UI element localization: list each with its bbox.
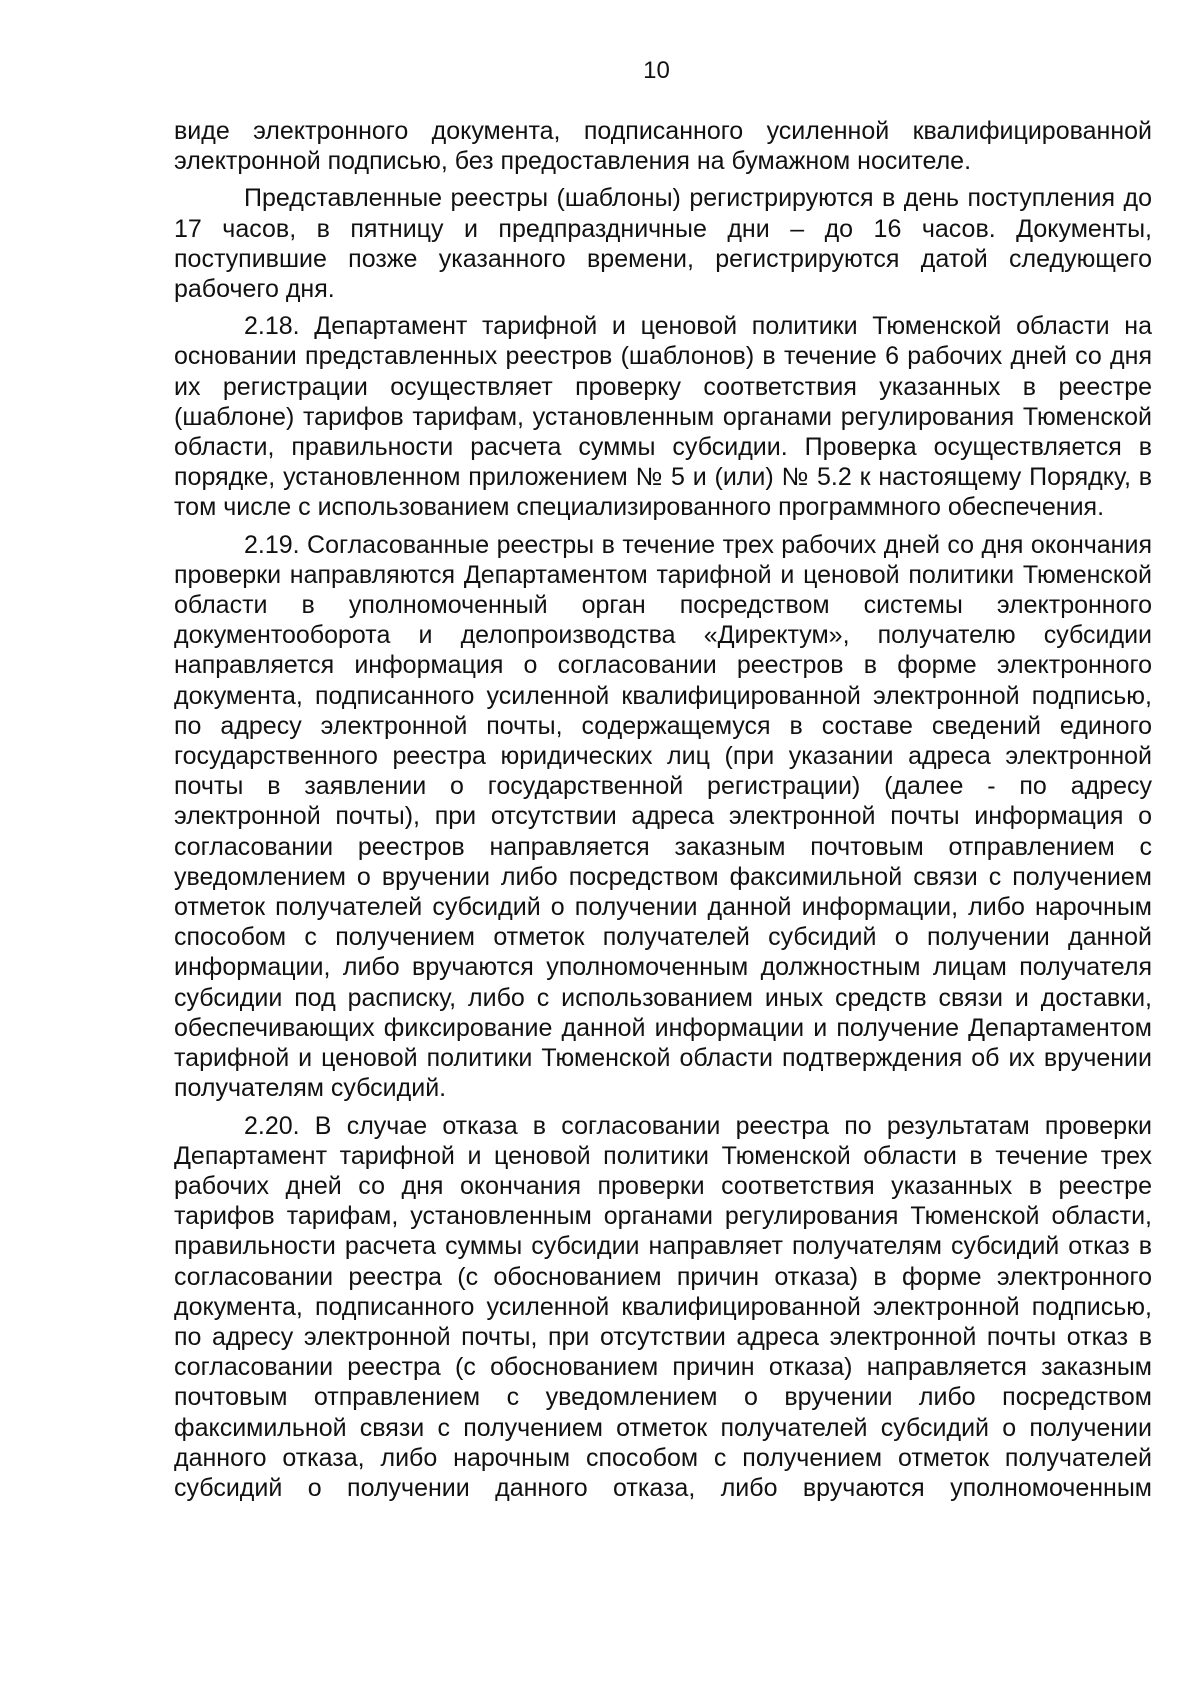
paragraph-registration: Представленные реестры (шаблоны) регистрируются в день поступления до 17 часов, в пятницу и предпраздничные дни – до 16 часов. Документы, поступившие позже указанного времени, регистрируются датой следующего рабочего дня. <box>174 184 1152 304</box>
paragraph-2-18: 2.18. Департамент тарифной и ценовой политики Тюменской области на основании представленных реестров (шаблонов) в течение 6 рабочих дней со дня их регистрации осуществляет проверку соответствия указанных в реестре (шаблоне) тарифов тарифам, установленным органами регулирования Тюменской области, правильности расчета суммы субсидии. Проверка осуществляется в порядке, установленном приложением № 5 и (или) № 5.2 к настоящему Порядку, в том числе с использованием специализированного программного обеспечения. <box>174 312 1152 522</box>
paragraph-2-20: 2.20. В случае отказа в согласовании реестра по результатам проверки Департамент тарифной и ценовой политики Тюменской области в течение трех рабочих дней со дня окончания проверки соответствия указанных в реестре тарифов тарифам, установленным органами регулирования Тюменской области, правильности расчета суммы субсидии направляет получателям субсидий отказ в согласовании реестра (с обоснованием причин отказа) в форме электронного документа, подписанного усиленной квалифицированной электронной подписью, по адресу электронной почты, при отсутствии адреса электронной почты отказ в согласовании реестра (с обоснованием причин отказа) направляется заказным почтовым отправлением с уведомлением о вручении либо посредством факсимильной связи с получением отметок получателей субсидий о получении данного отказа, либо нарочным способом с получением отметок получателей субсидий о получении данного отказа, либо вручаются уполномоченным <box>174 1111 1152 1502</box>
paragraph-continuation: виде электронного документа, подписанного усиленной квалифицированной электронной подписью, без предоставления на бумажном носителе. <box>174 117 1152 176</box>
page-number: 10 <box>643 57 670 84</box>
document-body <box>174 116 1152 1510</box>
paragraph-2-19: 2.19. Согласованные реестры в течение трех рабочих дней со дня окончания проверки направляются Департаментом тарифной и ценовой политики Тюменской области в уполномоченный орган посредством системы электронного документооборота и делопроизводства «Директум», получателю субсидии направляется информация о согласовании реестров в форме электронного документа, подписанного усиленной квалифицированной электронной подписью, по адресу электронной почты, содержащемуся в составе сведений единого государственного реестра юридических лиц (при указании адреса электронной почты в заявлении о государственной регистрации) (далее - по адресу электронной почты), при отсутствии адреса электронной почты информация о согласовании реестров направляется заказным почтовым отправлением с уведомлением о вручении либо посредством факсимильной связи с получением отметок получателей субсидий о получении данной информации, либо нарочным способом с получением отметок получателей субсидий о получении данной информации, либо вручаются уполномоченным должностным лицам получателя субсидии под расписку, либо с использованием иных средств связи и доставки, обеспечивающих фиксирование данной информации и получение Департаментом тарифной и ценовой политики Тюменской области подтверждения об их вручении получателям субсидий. <box>174 530 1152 1103</box>
